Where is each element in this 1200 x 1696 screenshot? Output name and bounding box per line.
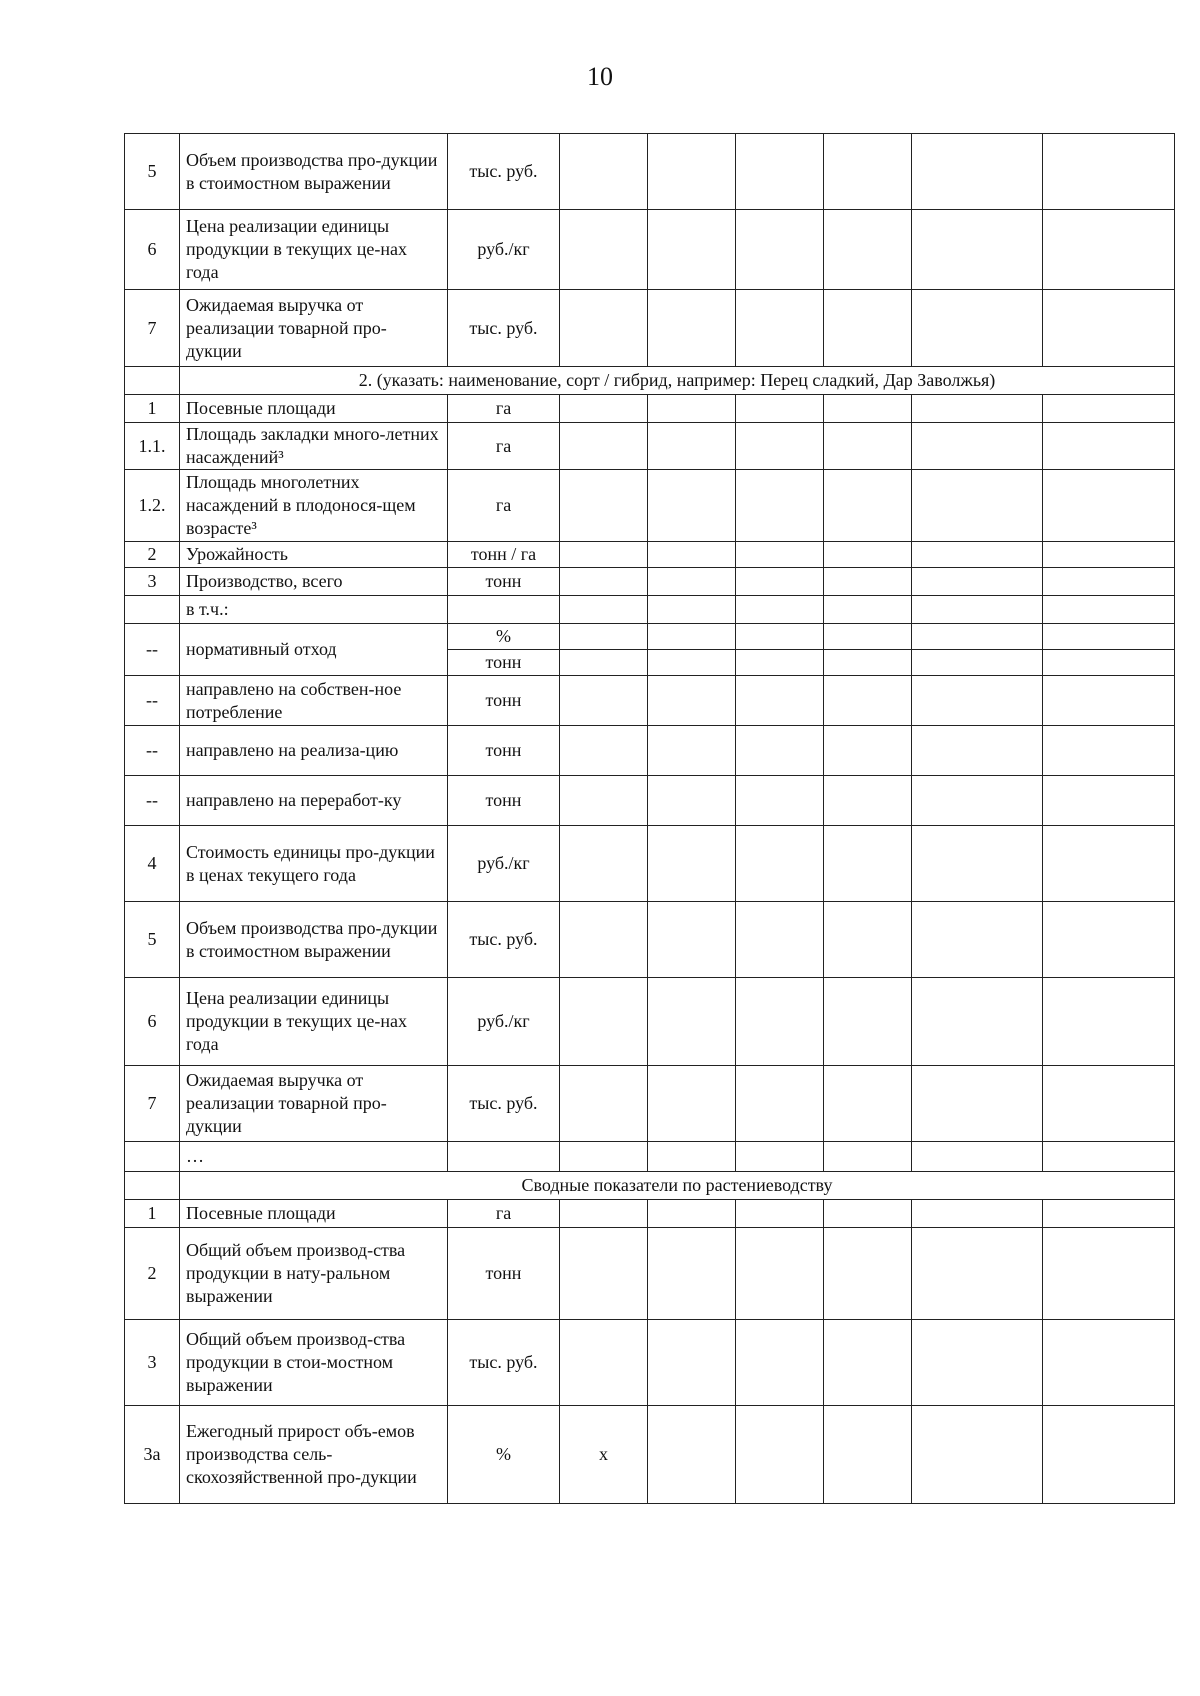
value-cell xyxy=(912,978,1043,1066)
row-number: 6 xyxy=(125,978,180,1066)
value-cell xyxy=(736,568,824,596)
table-row xyxy=(125,395,1175,423)
value-cell xyxy=(560,423,648,470)
value-cell: х xyxy=(560,1406,648,1504)
unit-cell: руб./кг xyxy=(448,210,560,290)
value-cell xyxy=(648,290,736,367)
unit-cell: тонн xyxy=(448,726,560,776)
value-cell xyxy=(824,596,912,624)
row-number: -- xyxy=(125,726,180,776)
indicators-table xyxy=(124,133,1175,1504)
table-row xyxy=(125,1228,1175,1320)
value-cell xyxy=(560,470,648,542)
value-cell xyxy=(648,395,736,423)
indicator-name: Ожидаемая выручка от реализации товарной про-дукции xyxy=(180,1066,448,1142)
value-cell xyxy=(1043,776,1175,826)
row-number xyxy=(125,1142,180,1172)
value-cell xyxy=(824,1142,912,1172)
value-cell xyxy=(736,542,824,568)
value-cell xyxy=(736,423,824,470)
value-cell xyxy=(736,726,824,776)
row-number: 6 xyxy=(125,210,180,290)
unit-cell: тонн xyxy=(448,650,560,676)
table-row xyxy=(125,423,1175,470)
row-number: 3 xyxy=(125,568,180,596)
value-cell xyxy=(648,1406,736,1504)
value-cell xyxy=(1043,542,1175,568)
indicator-name: направлено на собствен-ное потребление xyxy=(180,676,448,726)
value-cell xyxy=(824,1320,912,1406)
section-row xyxy=(125,1172,1175,1200)
value-cell xyxy=(560,542,648,568)
value-cell xyxy=(912,1142,1043,1172)
value-cell xyxy=(736,978,824,1066)
value-cell xyxy=(1043,1066,1175,1142)
value-cell xyxy=(1043,568,1175,596)
value-cell xyxy=(648,1320,736,1406)
value-cell xyxy=(648,596,736,624)
table-row xyxy=(125,290,1175,367)
value-cell xyxy=(1043,210,1175,290)
value-cell xyxy=(560,596,648,624)
indicator-name: Производство, всего xyxy=(180,568,448,596)
value-cell xyxy=(648,1200,736,1228)
value-cell xyxy=(912,596,1043,624)
table-row xyxy=(125,210,1175,290)
value-cell xyxy=(824,902,912,978)
indicator-name: Цена реализации единицы продукции в текущих це-нах года xyxy=(180,210,448,290)
row-number: -- xyxy=(125,776,180,826)
indicator-name: в т.ч.: xyxy=(180,596,448,624)
value-cell xyxy=(912,542,1043,568)
value-cell xyxy=(1043,902,1175,978)
row-number: 2 xyxy=(125,542,180,568)
value-cell xyxy=(736,1066,824,1142)
value-cell xyxy=(736,210,824,290)
row-number xyxy=(125,367,180,395)
ellipsis-cell: … xyxy=(180,1142,448,1172)
value-cell xyxy=(1043,1406,1175,1504)
row-number: -- xyxy=(125,624,180,676)
row-number: 3 xyxy=(125,1320,180,1406)
table-row xyxy=(125,134,1175,210)
unit-cell: тыс. руб. xyxy=(448,134,560,210)
unit-cell xyxy=(448,596,560,624)
value-cell xyxy=(648,624,736,650)
value-cell xyxy=(912,1200,1043,1228)
value-cell xyxy=(560,776,648,826)
value-cell xyxy=(824,470,912,542)
value-cell xyxy=(648,776,736,826)
table-row xyxy=(125,676,1175,726)
indicator-name: Ежегодный прирост объ-емов производства сель-скохозяйственной про-дукции xyxy=(180,1406,448,1504)
table-row xyxy=(125,1320,1175,1406)
row-number: 2 xyxy=(125,1228,180,1320)
indicator-name: Посевные площади xyxy=(180,1200,448,1228)
table-row xyxy=(125,826,1175,902)
value-cell xyxy=(1043,826,1175,902)
unit-cell: га xyxy=(448,1200,560,1228)
value-cell xyxy=(1043,1228,1175,1320)
value-cell xyxy=(736,596,824,624)
row-number: 1 xyxy=(125,1200,180,1228)
row-number: 7 xyxy=(125,290,180,367)
indicator-name: Урожайность xyxy=(180,542,448,568)
value-cell xyxy=(824,568,912,596)
value-cell xyxy=(912,1228,1043,1320)
value-cell xyxy=(736,1406,824,1504)
value-cell xyxy=(912,1406,1043,1504)
indicator-name: Общий объем производ-ства продукции в нату-ральном выражении xyxy=(180,1228,448,1320)
row-number: 5 xyxy=(125,902,180,978)
indicator-name: направлено на переработ-ку xyxy=(180,776,448,826)
table-row xyxy=(125,568,1175,596)
indicator-name: Посевные площади xyxy=(180,395,448,423)
value-cell xyxy=(824,423,912,470)
row-number: 7 xyxy=(125,1066,180,1142)
value-cell xyxy=(1043,1142,1175,1172)
value-cell xyxy=(1043,1320,1175,1406)
value-cell xyxy=(736,290,824,367)
table-row xyxy=(125,1142,1175,1172)
unit-cell xyxy=(448,1142,560,1172)
value-cell xyxy=(648,542,736,568)
value-cell xyxy=(912,568,1043,596)
value-cell xyxy=(1043,650,1175,676)
unit-cell: % xyxy=(448,1406,560,1504)
unit-cell: тонн xyxy=(448,568,560,596)
value-cell xyxy=(1043,1200,1175,1228)
table-row xyxy=(125,1066,1175,1142)
table-row xyxy=(125,624,1175,650)
row-number: 1 xyxy=(125,395,180,423)
unit-cell: тонн xyxy=(448,1228,560,1320)
indicator-name: Общий объем производ-ства продукции в стои-мостном выражении xyxy=(180,1320,448,1406)
section-title: 2. (указать: наименование, сорт / гибрид, например: Перец сладкий, Дар Заволжья) xyxy=(180,367,1175,395)
unit-cell: га xyxy=(448,395,560,423)
unit-cell: руб./кг xyxy=(448,826,560,902)
value-cell xyxy=(824,978,912,1066)
value-cell xyxy=(560,134,648,210)
value-cell xyxy=(824,826,912,902)
row-number: 3а xyxy=(125,1406,180,1504)
value-cell xyxy=(736,650,824,676)
value-cell xyxy=(824,1066,912,1142)
unit-cell: тонн xyxy=(448,776,560,826)
value-cell xyxy=(648,1142,736,1172)
unit-cell: тыс. руб. xyxy=(448,290,560,367)
table-row xyxy=(125,1200,1175,1228)
value-cell xyxy=(560,826,648,902)
row-number: 4 xyxy=(125,826,180,902)
value-cell xyxy=(560,1200,648,1228)
row-number xyxy=(125,1172,180,1200)
value-cell xyxy=(560,210,648,290)
row-number: -- xyxy=(125,676,180,726)
value-cell xyxy=(560,650,648,676)
value-cell xyxy=(1043,726,1175,776)
value-cell xyxy=(824,676,912,726)
value-cell xyxy=(912,210,1043,290)
indicator-name: Объем производства про-дукции в стоимостном выражении xyxy=(180,134,448,210)
value-cell xyxy=(736,470,824,542)
summary-title: Сводные показатели по растениеводству xyxy=(180,1172,1175,1200)
value-cell xyxy=(912,676,1043,726)
value-cell xyxy=(912,470,1043,542)
row-number: 5 xyxy=(125,134,180,210)
unit-cell: тонн / га xyxy=(448,542,560,568)
value-cell xyxy=(912,726,1043,776)
table-row xyxy=(125,776,1175,826)
unit-cell: тыс. руб. xyxy=(448,1066,560,1142)
value-cell xyxy=(736,395,824,423)
value-cell xyxy=(560,395,648,423)
table-row xyxy=(125,726,1175,776)
value-cell xyxy=(560,1228,648,1320)
value-cell xyxy=(912,902,1043,978)
value-cell xyxy=(648,826,736,902)
value-cell xyxy=(1043,290,1175,367)
table-row xyxy=(125,542,1175,568)
section-row xyxy=(125,367,1175,395)
value-cell xyxy=(824,134,912,210)
value-cell xyxy=(736,1320,824,1406)
value-cell xyxy=(648,650,736,676)
value-cell xyxy=(648,423,736,470)
value-cell xyxy=(824,542,912,568)
value-cell xyxy=(912,134,1043,210)
unit-cell: % xyxy=(448,624,560,650)
indicator-name: Объем производства про-дукции в стоимостном выражении xyxy=(180,902,448,978)
value-cell xyxy=(560,290,648,367)
unit-cell: руб./кг xyxy=(448,978,560,1066)
value-cell xyxy=(736,134,824,210)
value-cell xyxy=(912,624,1043,650)
unit-cell: га xyxy=(448,423,560,470)
row-number xyxy=(125,596,180,624)
value-cell xyxy=(648,978,736,1066)
value-cell xyxy=(912,776,1043,826)
value-cell xyxy=(1043,134,1175,210)
value-cell xyxy=(912,395,1043,423)
page-number: 10 xyxy=(587,62,613,91)
value-cell xyxy=(1043,596,1175,624)
indicator-name: Площадь закладки много-летних насаждений³ xyxy=(180,423,448,470)
value-cell xyxy=(824,1406,912,1504)
value-cell xyxy=(648,210,736,290)
indicator-name: направлено на реализа-цию xyxy=(180,726,448,776)
value-cell xyxy=(648,902,736,978)
value-cell xyxy=(648,676,736,726)
value-cell xyxy=(912,423,1043,470)
unit-cell: тыс. руб. xyxy=(448,1320,560,1406)
value-cell xyxy=(824,726,912,776)
value-cell xyxy=(560,624,648,650)
value-cell xyxy=(824,210,912,290)
value-cell xyxy=(912,1066,1043,1142)
value-cell xyxy=(560,676,648,726)
table-row xyxy=(125,902,1175,978)
value-cell xyxy=(560,726,648,776)
value-cell xyxy=(560,568,648,596)
value-cell xyxy=(648,1066,736,1142)
value-cell xyxy=(648,1228,736,1320)
unit-cell: га xyxy=(448,470,560,542)
value-cell xyxy=(824,650,912,676)
indicator-name: нормативный отход xyxy=(180,624,448,676)
value-cell xyxy=(912,290,1043,367)
value-cell xyxy=(560,978,648,1066)
value-cell xyxy=(560,1320,648,1406)
indicator-name: Площадь многолетних насаждений в плодонося-щем возрасте³ xyxy=(180,470,448,542)
value-cell xyxy=(912,650,1043,676)
value-cell xyxy=(736,1228,824,1320)
value-cell xyxy=(1043,395,1175,423)
value-cell xyxy=(1043,624,1175,650)
table-row xyxy=(125,1406,1175,1504)
value-cell xyxy=(648,568,736,596)
value-cell xyxy=(648,134,736,210)
value-cell xyxy=(912,1320,1043,1406)
table-row xyxy=(125,596,1175,624)
value-cell xyxy=(824,1200,912,1228)
table-row xyxy=(125,978,1175,1066)
value-cell xyxy=(824,624,912,650)
value-cell xyxy=(1043,470,1175,542)
value-cell xyxy=(824,776,912,826)
row-number: 1.1. xyxy=(125,423,180,470)
value-cell xyxy=(736,676,824,726)
indicator-name: Ожидаемая выручка от реализации товарной про-дукции xyxy=(180,290,448,367)
unit-cell: тыс. руб. xyxy=(448,902,560,978)
indicator-name: Цена реализации единицы продукции в текущих це-нах года xyxy=(180,978,448,1066)
table-row xyxy=(125,470,1175,542)
value-cell xyxy=(1043,423,1175,470)
value-cell xyxy=(912,826,1043,902)
indicator-name: Стоимость единицы про-дукции в ценах текущего года xyxy=(180,826,448,902)
value-cell xyxy=(736,826,824,902)
value-cell xyxy=(736,1200,824,1228)
value-cell xyxy=(736,1142,824,1172)
row-number: 1.2. xyxy=(125,470,180,542)
value-cell xyxy=(824,395,912,423)
value-cell xyxy=(560,1066,648,1142)
value-cell xyxy=(648,470,736,542)
value-cell xyxy=(824,290,912,367)
value-cell xyxy=(1043,978,1175,1066)
value-cell xyxy=(560,1142,648,1172)
value-cell xyxy=(736,902,824,978)
value-cell xyxy=(648,726,736,776)
value-cell xyxy=(736,624,824,650)
value-cell xyxy=(560,902,648,978)
value-cell xyxy=(824,1228,912,1320)
unit-cell: тонн xyxy=(448,676,560,726)
value-cell xyxy=(736,776,824,826)
value-cell xyxy=(1043,676,1175,726)
